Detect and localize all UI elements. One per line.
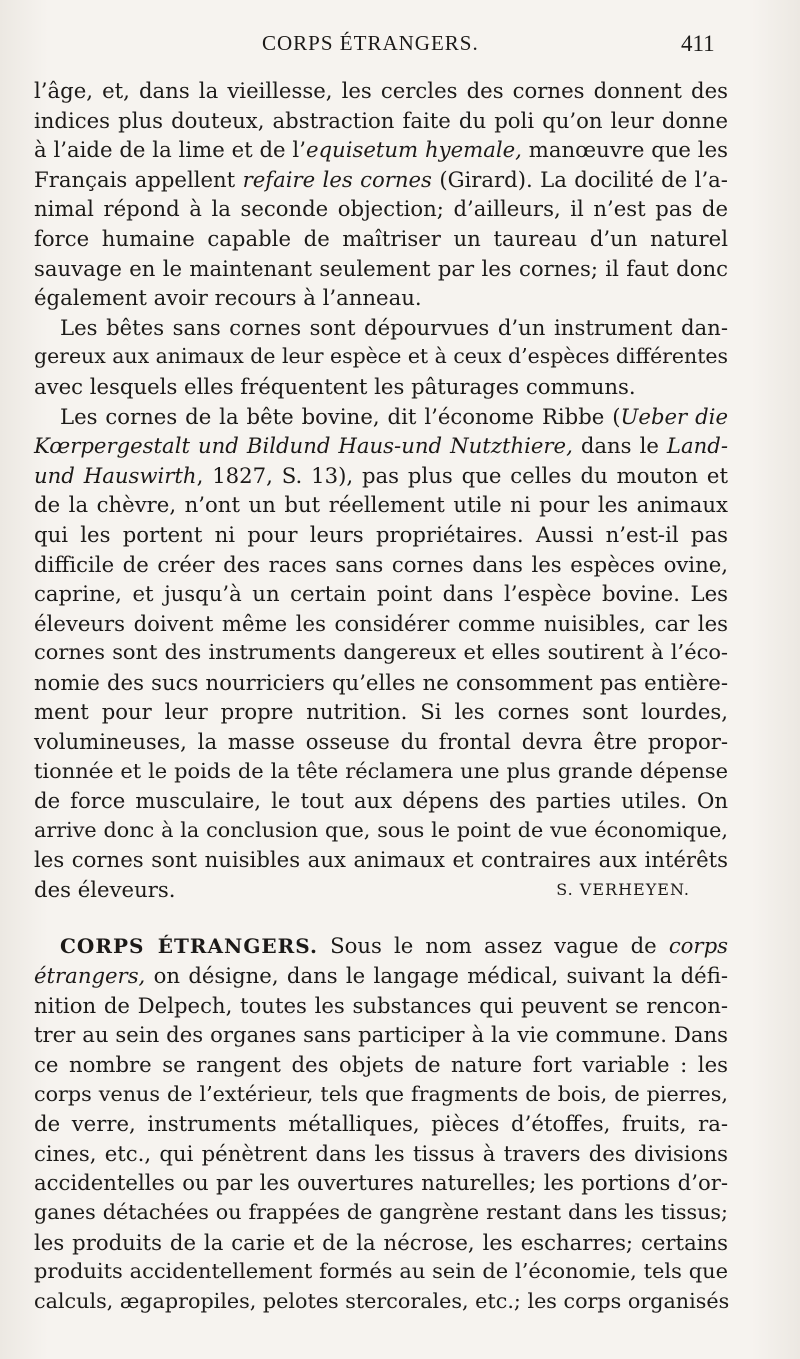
- text-line: ganes détachées ou frappées de gangrène restant dans les tissus;: [34, 1199, 728, 1224]
- text-line: corps venus de l’extérieur, tels que fragments de bois, de pierres,: [34, 1081, 728, 1106]
- text-line: difficile de créer des races sans cornes dans les espèces ovine,: [34, 551, 728, 577]
- text-line: accidentelles ou par les ouvertures naturelles; les portions d’or-: [34, 1170, 728, 1196]
- text-line: ce nombre se rangent des objets de nature fort variable : les: [34, 1052, 728, 1077]
- italic-term: refaire les cornes: [242, 166, 432, 192]
- paragraph-continuation: [34, 76, 728, 313]
- text-line: nomie des sucs nourriciers qu’elles ne consomment pas entière-: [34, 669, 728, 695]
- text-line: de force musculaire, le tout aux dépens des parties utiles. On: [34, 788, 728, 814]
- text-line: nition de Delpech, toutes les substances qui peuvent se rencon-: [34, 992, 728, 1018]
- text-line: avec lesquels elles fréquentent les pâturages communs.: [34, 373, 636, 399]
- italic-term: étrangers,: [34, 963, 146, 989]
- running-head-title: CORPS ÉTRANGERS.: [262, 31, 479, 55]
- text-line: de verre, instruments métalliques, pièces d’étoffes, fruits, ra-: [34, 1111, 728, 1137]
- text-line: éleveurs doivent même les considérer comme nuisibles, car les: [34, 610, 728, 636]
- paragraph-ribbe: [34, 402, 728, 905]
- italic-term: corps: [668, 932, 728, 958]
- text-line: calculs, ægapropiles, pelotes stercorales, etc.; les corps organisés: [34, 1288, 730, 1313]
- text-line: l’âge, et, dans la vieillesse, les cercles des cornes donnent des: [34, 78, 728, 103]
- text-line: Les bêtes sans cornes sont dépourvues d’un instrument dan-: [60, 314, 728, 340]
- text-line: CORPS ÉTRANGERS. Sous le nom assez vague de corps: [60, 932, 728, 958]
- text-line: les cornes sont nuisibles aux animaux et contraires aux intérêts: [34, 847, 728, 873]
- text-line: nimal répond à la seconde objection; d’ailleurs, il n’est pas de: [34, 196, 728, 222]
- text-line: caprine, et jusqu’à un certain point dans l’espèce bovine. Les: [34, 581, 728, 607]
- text-line: également avoir recours à l’anneau.: [34, 285, 422, 311]
- text-line: und Hauswirth, 1827, S. 13), pas plus que celles du mouton et: [34, 462, 728, 488]
- text-line: trer au sein des organes sans participer à la vie commune. Dans: [34, 1022, 728, 1048]
- text-line: de la chèvre, n’ont un but réellement utile ni pour les animaux: [34, 492, 728, 518]
- text-line: à l’aide de la lime et de l’equisetum hyemale, manœuvre que les: [34, 137, 728, 163]
- paragraph-corps-etrangers: [34, 931, 728, 1317]
- text-line: cornes sont des instruments dangereux et elles soutirent à l’éco-: [34, 640, 728, 665]
- page-body: [34, 76, 728, 1316]
- text-line: force humaine capable de maîtriser un taureau d’un naturel: [34, 225, 728, 251]
- paragraph-hornless: [34, 313, 728, 402]
- text-line: ment pour leur propre nutrition. Si les cornes sont lourdes,: [34, 699, 728, 725]
- section-gap: [34, 905, 728, 931]
- running-head: [0, 31, 800, 63]
- text-line: Français appellent refaire les cornes (Girard). La docilité de l’a-: [34, 166, 728, 192]
- italic-citation: Kœrpergestalt und Bildund Haus-und Nutzthiere,: [34, 433, 573, 459]
- text-line: Les cornes de la bête bovine, dit l’économe Ribbe (Ueber die: [60, 403, 728, 429]
- page-number: 411: [681, 31, 715, 56]
- italic-term: equisetum hyemale,: [305, 137, 522, 163]
- text-line: gereux aux animaux de leur espèce et à ceux d’espèces différentes: [34, 344, 728, 369]
- text-line: qui les portent ni pour leurs propriétaires. Aussi n’est-il pas: [34, 521, 728, 547]
- text-line: produits accidentellement formés au sein de l’économie, tels que: [34, 1259, 728, 1284]
- text-line: sauvage en le maintenant seulement par les cornes; il faut donc: [34, 255, 728, 281]
- author-signature: S. VERHEYEN.: [556, 880, 690, 900]
- text-line: cines, etc., qui pénètrent dans les tissus à travers des divisions: [34, 1140, 728, 1166]
- text-line: volumineuses, la masse osseuse du frontal devra être propor-: [34, 729, 728, 755]
- italic-citation: Ueber die: [620, 403, 728, 429]
- italic-citation: und Hauswirth: [34, 462, 197, 488]
- text-line: arrive donc à la conclusion que, sous le point de vue économique,: [34, 817, 728, 842]
- text-line: étrangers, on désigne, dans le langage médical, suivant la défi-: [34, 963, 728, 989]
- text-line: les produits de la carie et de la nécrose, les escharres; certains: [34, 1229, 728, 1255]
- text-line: indices plus douteux, abstraction faite du poli qu’on leur donne: [34, 107, 728, 133]
- text-line: tionnée et le poids de la tête réclamera une plus grande dépense: [34, 758, 728, 783]
- text-line: des éleveurs. S. VERHEYEN.: [34, 875, 728, 905]
- italic-citation: Land-: [666, 433, 728, 459]
- entry-heading: CORPS ÉTRANGERS.: [60, 933, 318, 958]
- text-line: Kœrpergestalt und Bildund Haus-und Nutzthiere, dans le Land-: [34, 433, 728, 459]
